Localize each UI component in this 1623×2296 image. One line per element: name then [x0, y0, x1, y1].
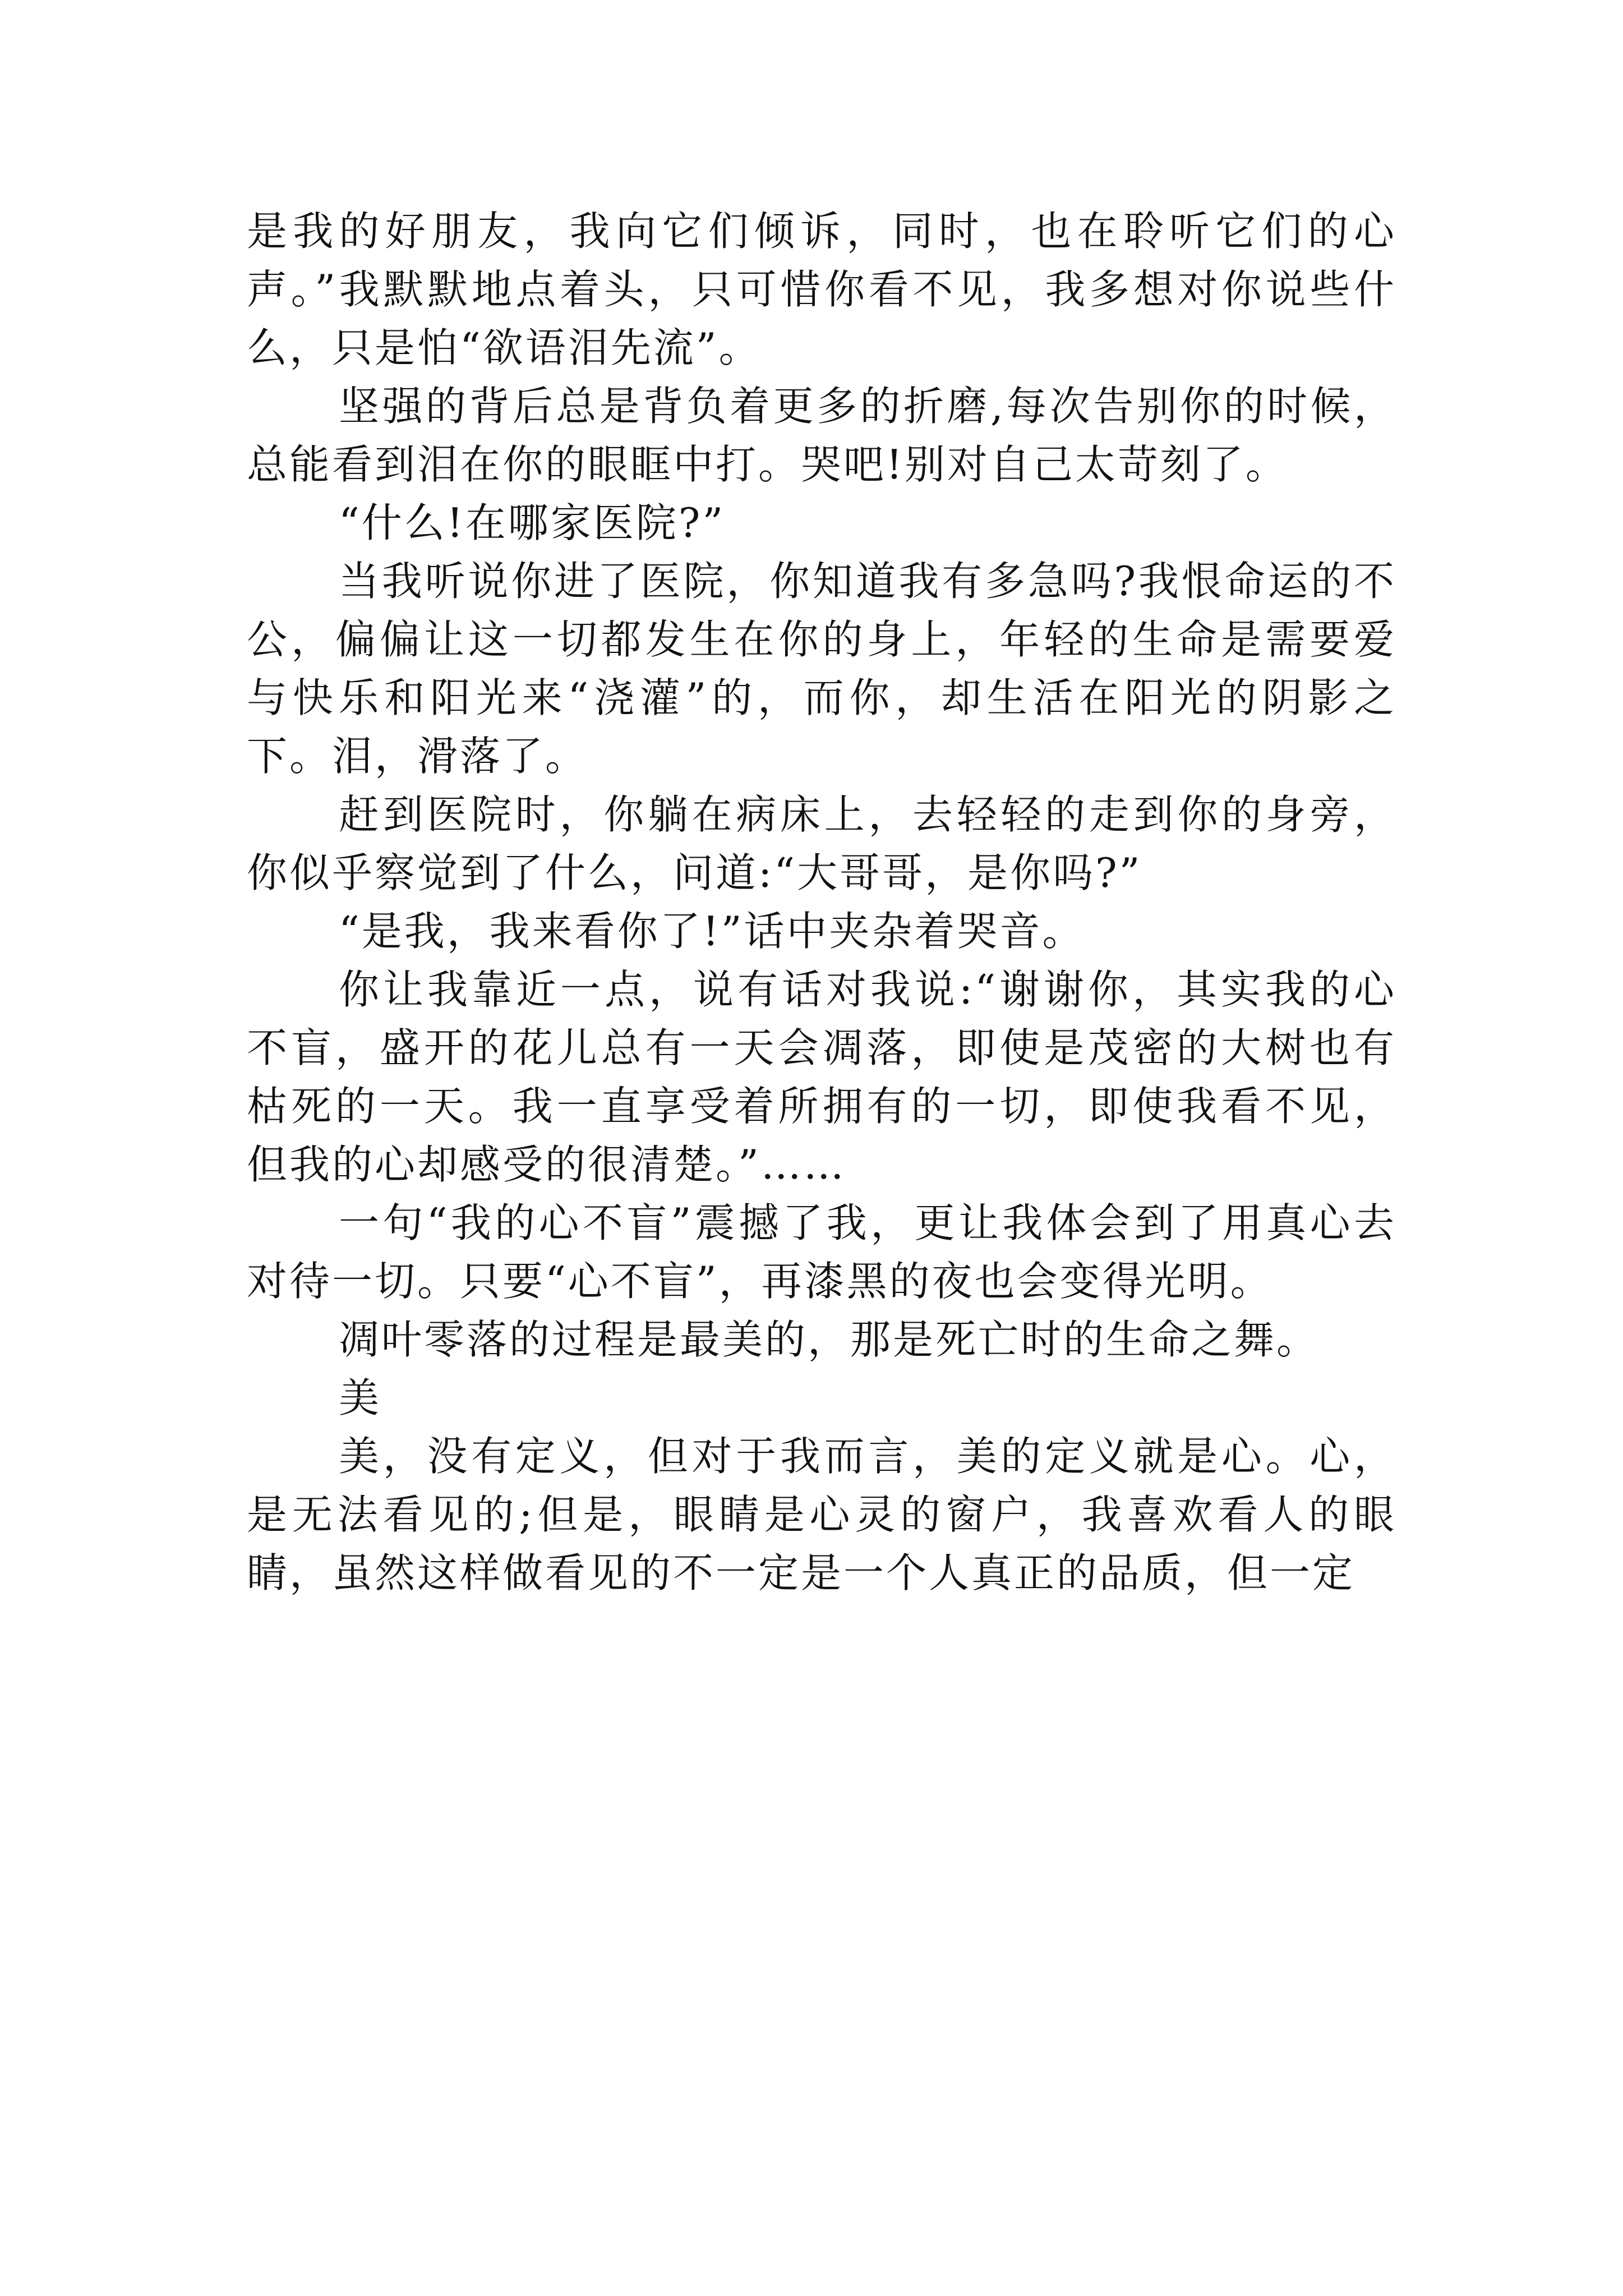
paragraph-4: 当我听说你进了医院，你知道我有多急吗?我恨命运的不公，偏偏让这一切都发生在你的身上，年轻的生命是需要爱与快乐和阳光来“浇灌”的，而你，却生活在阳光的阴影之下。泪，滑落了。 [247, 558, 1396, 780]
paragraph-6: “是我，我来看你了!”话中夹杂着哭音。 [339, 908, 1085, 955]
paragraph-10: 美，没有定义，但对于我而言，美的定义就是心。心，是无法看见的;但是，眼睛是心灵的窗户，我喜欢看人的眼睛，虽然这样做看见的不一定是一个人真正的品质，但一定 [247, 1433, 1396, 1596]
paragraph-8: 一句“我的心不盲”震撼了我，更让我体会到了用真心去对待一切。只要“心不盲”，再漆黑的夜也会变得光明。 [247, 1199, 1396, 1305]
paragraph-9: 凋叶零落的过程是最美的，那是死亡时的生命之舞。 [339, 1316, 1320, 1363]
section-heading: 美 [339, 1374, 382, 1421]
paragraph-7: 你让我靠近一点，说有话对我说:“谢谢你，其实我的心不盲，盛开的花儿总有一天会凋落，即使是茂密的大树也有枯死的一天。我一直享受着所拥有的一切，即使我看不见，但我的心却感受的很清楚。”…… [247, 966, 1396, 1188]
paragraph-3: “什么!在哪家医院?” [339, 499, 726, 546]
paragraph-5: 赶到医院时，你躺在病床上，去轻轻的走到你的身旁，你似乎察觉到了什么，问道:“大哥哥，是你吗?” [247, 791, 1396, 896]
paragraph-2: 坚强的背后总是背负着更多的折磨,每次告别你的时候，总能看到泪在你的眼眶中打。哭吧!别对自己太苛刻了。 [247, 383, 1396, 488]
paragraph-1: 是我的好朋友，我向它们倾诉，同时，也在聆听它们的心声。”我默默地点着头，只可惜你看不见，我多想对你说些什么，只是怕“欲语泪先流”。 [247, 208, 1396, 371]
document-body [247, 202, 1396, 1602]
